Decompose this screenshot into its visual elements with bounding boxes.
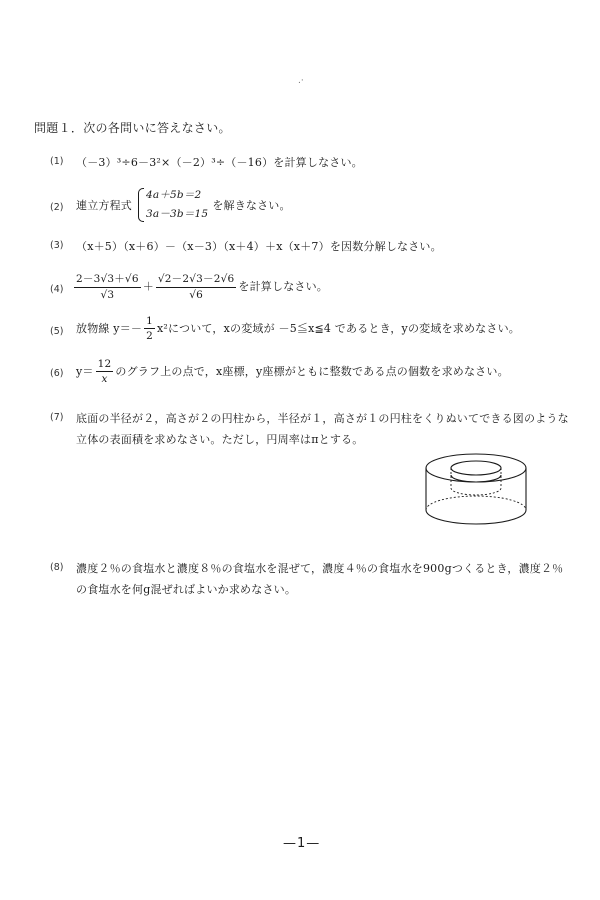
- fraction-half-numerator: 1: [146, 314, 154, 327]
- problem-5-tail: x²について，xの変域が －5≦x≦4 であるとき，yの変域を求めなさい。: [157, 322, 520, 335]
- top-mark: .·: [298, 76, 304, 86]
- problem-4-row: [72, 266, 328, 306]
- problem-4-number: (4): [50, 284, 64, 295]
- fraction-1-denominator: √3: [100, 289, 115, 301]
- problem-5-row: [76, 308, 520, 348]
- problem-8-line-2: の食塩水を何g混ぜればよいか求めなさい。: [76, 583, 297, 596]
- fraction-12-over-x: [96, 358, 114, 385]
- fraction-2: [156, 271, 236, 301]
- problem-6-lead: y＝: [76, 365, 94, 378]
- fraction-1-numerator: 2－3√3＋√6: [74, 271, 141, 288]
- equation-1: 4a＋5b＝2: [146, 189, 202, 201]
- problem-4-tail: を計算しなさい。: [238, 280, 328, 293]
- fraction-1: [74, 271, 141, 301]
- problem-1-number: (1): [50, 156, 64, 167]
- problem-7-line-1: 底面の半径が２，高さが２の円柱から，半径が１，高さが１の円柱をくりぬいてできる図のような: [76, 412, 569, 425]
- fraction-2-denominator: √6: [189, 289, 204, 301]
- problem-2-tail: を解きなさい。: [212, 199, 291, 212]
- problem-6-row: [76, 351, 509, 391]
- problem-6-number: (6): [50, 368, 64, 379]
- hollow-cylinder-figure: [418, 448, 534, 534]
- fraction-12-numerator: 12: [97, 357, 112, 370]
- problem-6-tail: のグラフ上の点で，x座標，y座標がともに整数である点の個数を求めなさい。: [115, 365, 509, 378]
- fraction-half-denominator: 2: [146, 329, 154, 342]
- problem-1-text: （－3）³÷6－3²×（－2）³÷（－16）を計算しなさい。: [76, 156, 363, 169]
- problem-2-lead: 連立方程式: [76, 199, 132, 212]
- problem-3-text: （x＋5）（x＋6）－（x－3）（x＋4）＋x（x＋7）を因数分解しなさい。: [76, 240, 442, 253]
- problem-2-number: (2): [50, 202, 64, 213]
- problem-7-line-2: 立体の表面積を求めなさい。ただし，円周率はπとする。: [76, 433, 364, 446]
- problem-5-number: (5): [50, 326, 64, 337]
- problem-8-number: (8): [50, 562, 64, 573]
- equation-2: 3a－3b＝15: [146, 208, 209, 220]
- equation-system: [136, 186, 208, 224]
- section-heading: 問題１．次の各問いに答えなさい。: [34, 121, 231, 135]
- problem-5-lead: 放物線 y＝－: [76, 322, 143, 335]
- problem-3-number: (3): [50, 240, 64, 251]
- fraction-x-denominator: x: [101, 372, 108, 385]
- fraction-2-numerator: √2－2√3－2√6: [156, 271, 236, 288]
- plus-sign: ＋: [142, 280, 154, 293]
- problem-2-row: [76, 182, 291, 228]
- problem-8-line-1: 濃度２％の食塩水と濃度８％の食塩水を混ぜて，濃度４％の食塩水を900gつくるとき，濃度２％: [76, 562, 564, 575]
- fraction-half: [144, 315, 155, 342]
- problem-7-number: (7): [50, 412, 64, 423]
- page-number: —1—: [283, 836, 321, 851]
